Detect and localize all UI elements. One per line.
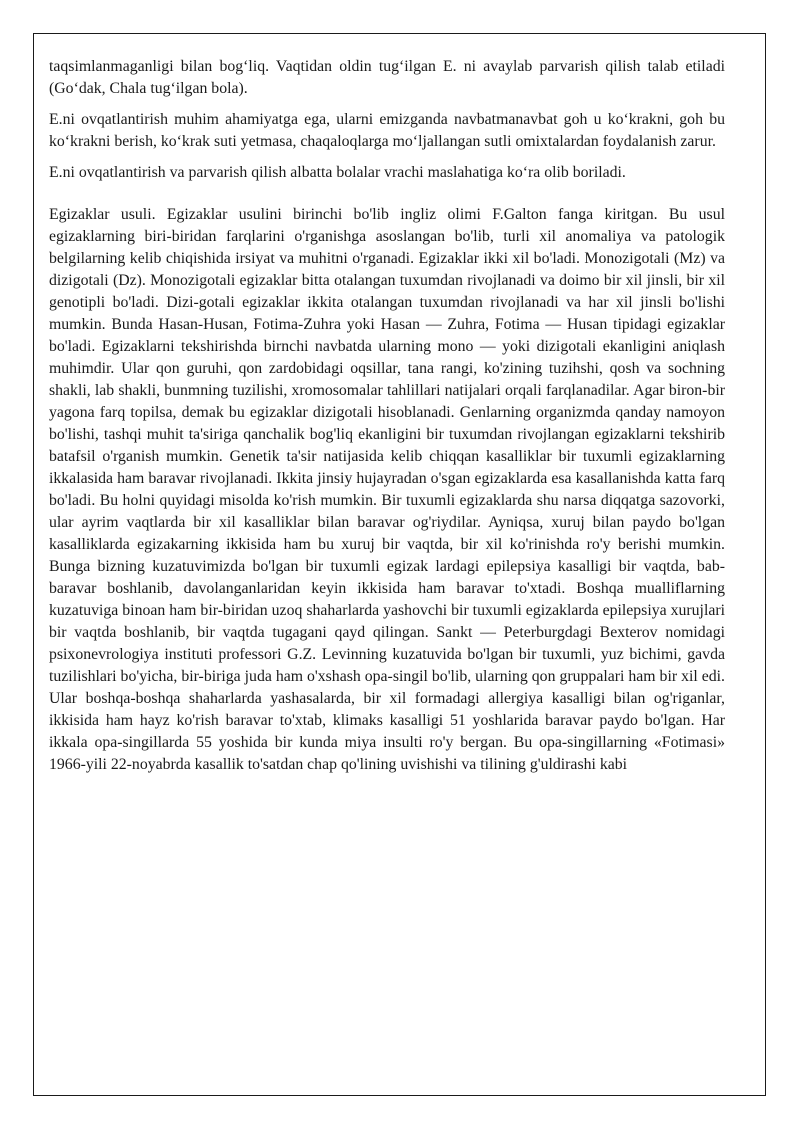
document-body [49,56,725,776]
paragraph-3: E.ni ovqatlantirish va parvarish qilish albatta bolalar vrachi maslahatiga ko‘ra olib boriladi. [49,164,626,181]
paragraph-2: E.ni ovqatlantirish muhim ahamiyatga ega, ularni emizganda navbatmanavbat goh u ko‘krakni, goh bu ko‘krakni berish, ko‘krak suti yetmasa, chaqaloqlarga mo‘ljallangan sutli omixtalardan foydalanish zarur. [49,111,725,150]
paragraph-1: taqsimlanmaganligi bilan bog‘liq. Vaqtidan oldin tug‘ilgan E. ni avaylab parvarish qilish talab etiladi (Go‘dak, Chala tug‘ilgan bola). [49,58,725,97]
paragraph-4: Egizaklar usuli. Egizaklar usulini birinchi bo'lib ingliz olimi F.Galton fanga kiritgan. Bu usul egizaklarning biri-biridan farqlarini o'rganishga asoslangan bo'lib, turli xil anomaliya va patologik belgilarning kelib chiqishida irsiyat va muhitni o'rganadi. Egizaklar ikki xil bo'ladi. Monozigotali (Mz) va dizigotali (Dz). Monozigotali egizaklar bitta otalangan tuxumdan rivojlanadi va doimo bir xil jinsli, bir xil genotipli bo'ladi. Dizi-gotali egizaklar ikkita otalangan tuxumdan rivojlanadi va har xil jinsli bo'lishi mumkin. Bunda Hasan-Husan, Fotima-Zuhra yoki Hasan — Zuhra, Fotima — Husan tipidagi egizaklar bo'ladi. Egizaklarni tekshirishda birnchi navbatda ularning mono — yoki dizigotali ekanligini aniqlash muhimdir. Ular qon guruhi, qon zardobidagi oqsillar, tana rangi, ko'zining tuzihshi, qosh va sochning shakli, lab shakli, bunmning tuzilishi, xromosomalar tahlillari natijalari orqali farqlanadilar. Agar biron-bir yagona farq topilsa, demak bu egizaklar dizigotali hisoblanadi. Genlarning organizmda qanday namoyon bo'lishi, tashqi muhit ta'siriga qanchalik bog'liq ekanligini bir tuxumdan rivojlangan egizaklarni tekshirib batafsil o'rganish mumkin. Genetik ta'sir natijasida kelib chiqqan kasalliklar bir tuxumli egizaklarning ikkalasida ham baravar rivojlanadi. Ikkita jinsiy hujayradan o'sgan egizaklarda esa kasallanishda katta farq bo'ladi. Bu holni quyidagi misolda ko'rish mumkin. Bir tuxumli egizaklarda shu narsa diqqatga sazovorki, ular ayrim vaqtlarda bir xil kasalliklar bilan baravar og'riydilar. Ayniqsa, xuruj bilan paydo bo'lgan kasalliklarda egizakarning ikkisida ham bu xuruj bir vaqtda, bir xil ko'rinishda ro'y berishi mumkin. Bunga bizning kuzatuvimizda bo'lgan bir tuxumli egizak lardagi epilepsiya kasalligi bir vaqtda, bab-baravar boshlanib, davolanganlaridan keyin ikkisida ham baravar to'xtadi. Boshqa mualliflarning kuzatuviga binoan ham bir-biridan uzoq shaharlarda yashovchi bir tuxumli egizaklarda epilepsiya xurujlari bir vaqtda boshlanib, bir vaqtda tugagani qayd qilingan. Sankt — Peterburgdagi Bexterov nomidagi psixonevrologiya instituti professori G.Z. Levinning kuzatuvida bo'lgan bir tuxumli, yuz bichimi, gavda tuzilishlari bo'yicha, bir-biriga juda ham o'xshash opa-singil bo'lib, ularning qon gruppalari ham bir xil edi. Ular boshqa-boshqa shaharlarda yashasalarda, bir xil formadagi allergiya kasalligi bilan og'riganlar, ikkisida ham hayz ko'rish baravar to'xtab, klimaks kasalligi 51 yoshlarida baravar paydo bo'lgan. Har ikkala opa-singillarda 55 yoshida bir kunda miya insulti ro'y bergan. Bu opa-singillarning «Fotimasi» 1966-yili 22-noyabrda kasallik to'satdan chap qo'lining uvishishi va tilining g'uldirashi kabi [49,206,725,773]
